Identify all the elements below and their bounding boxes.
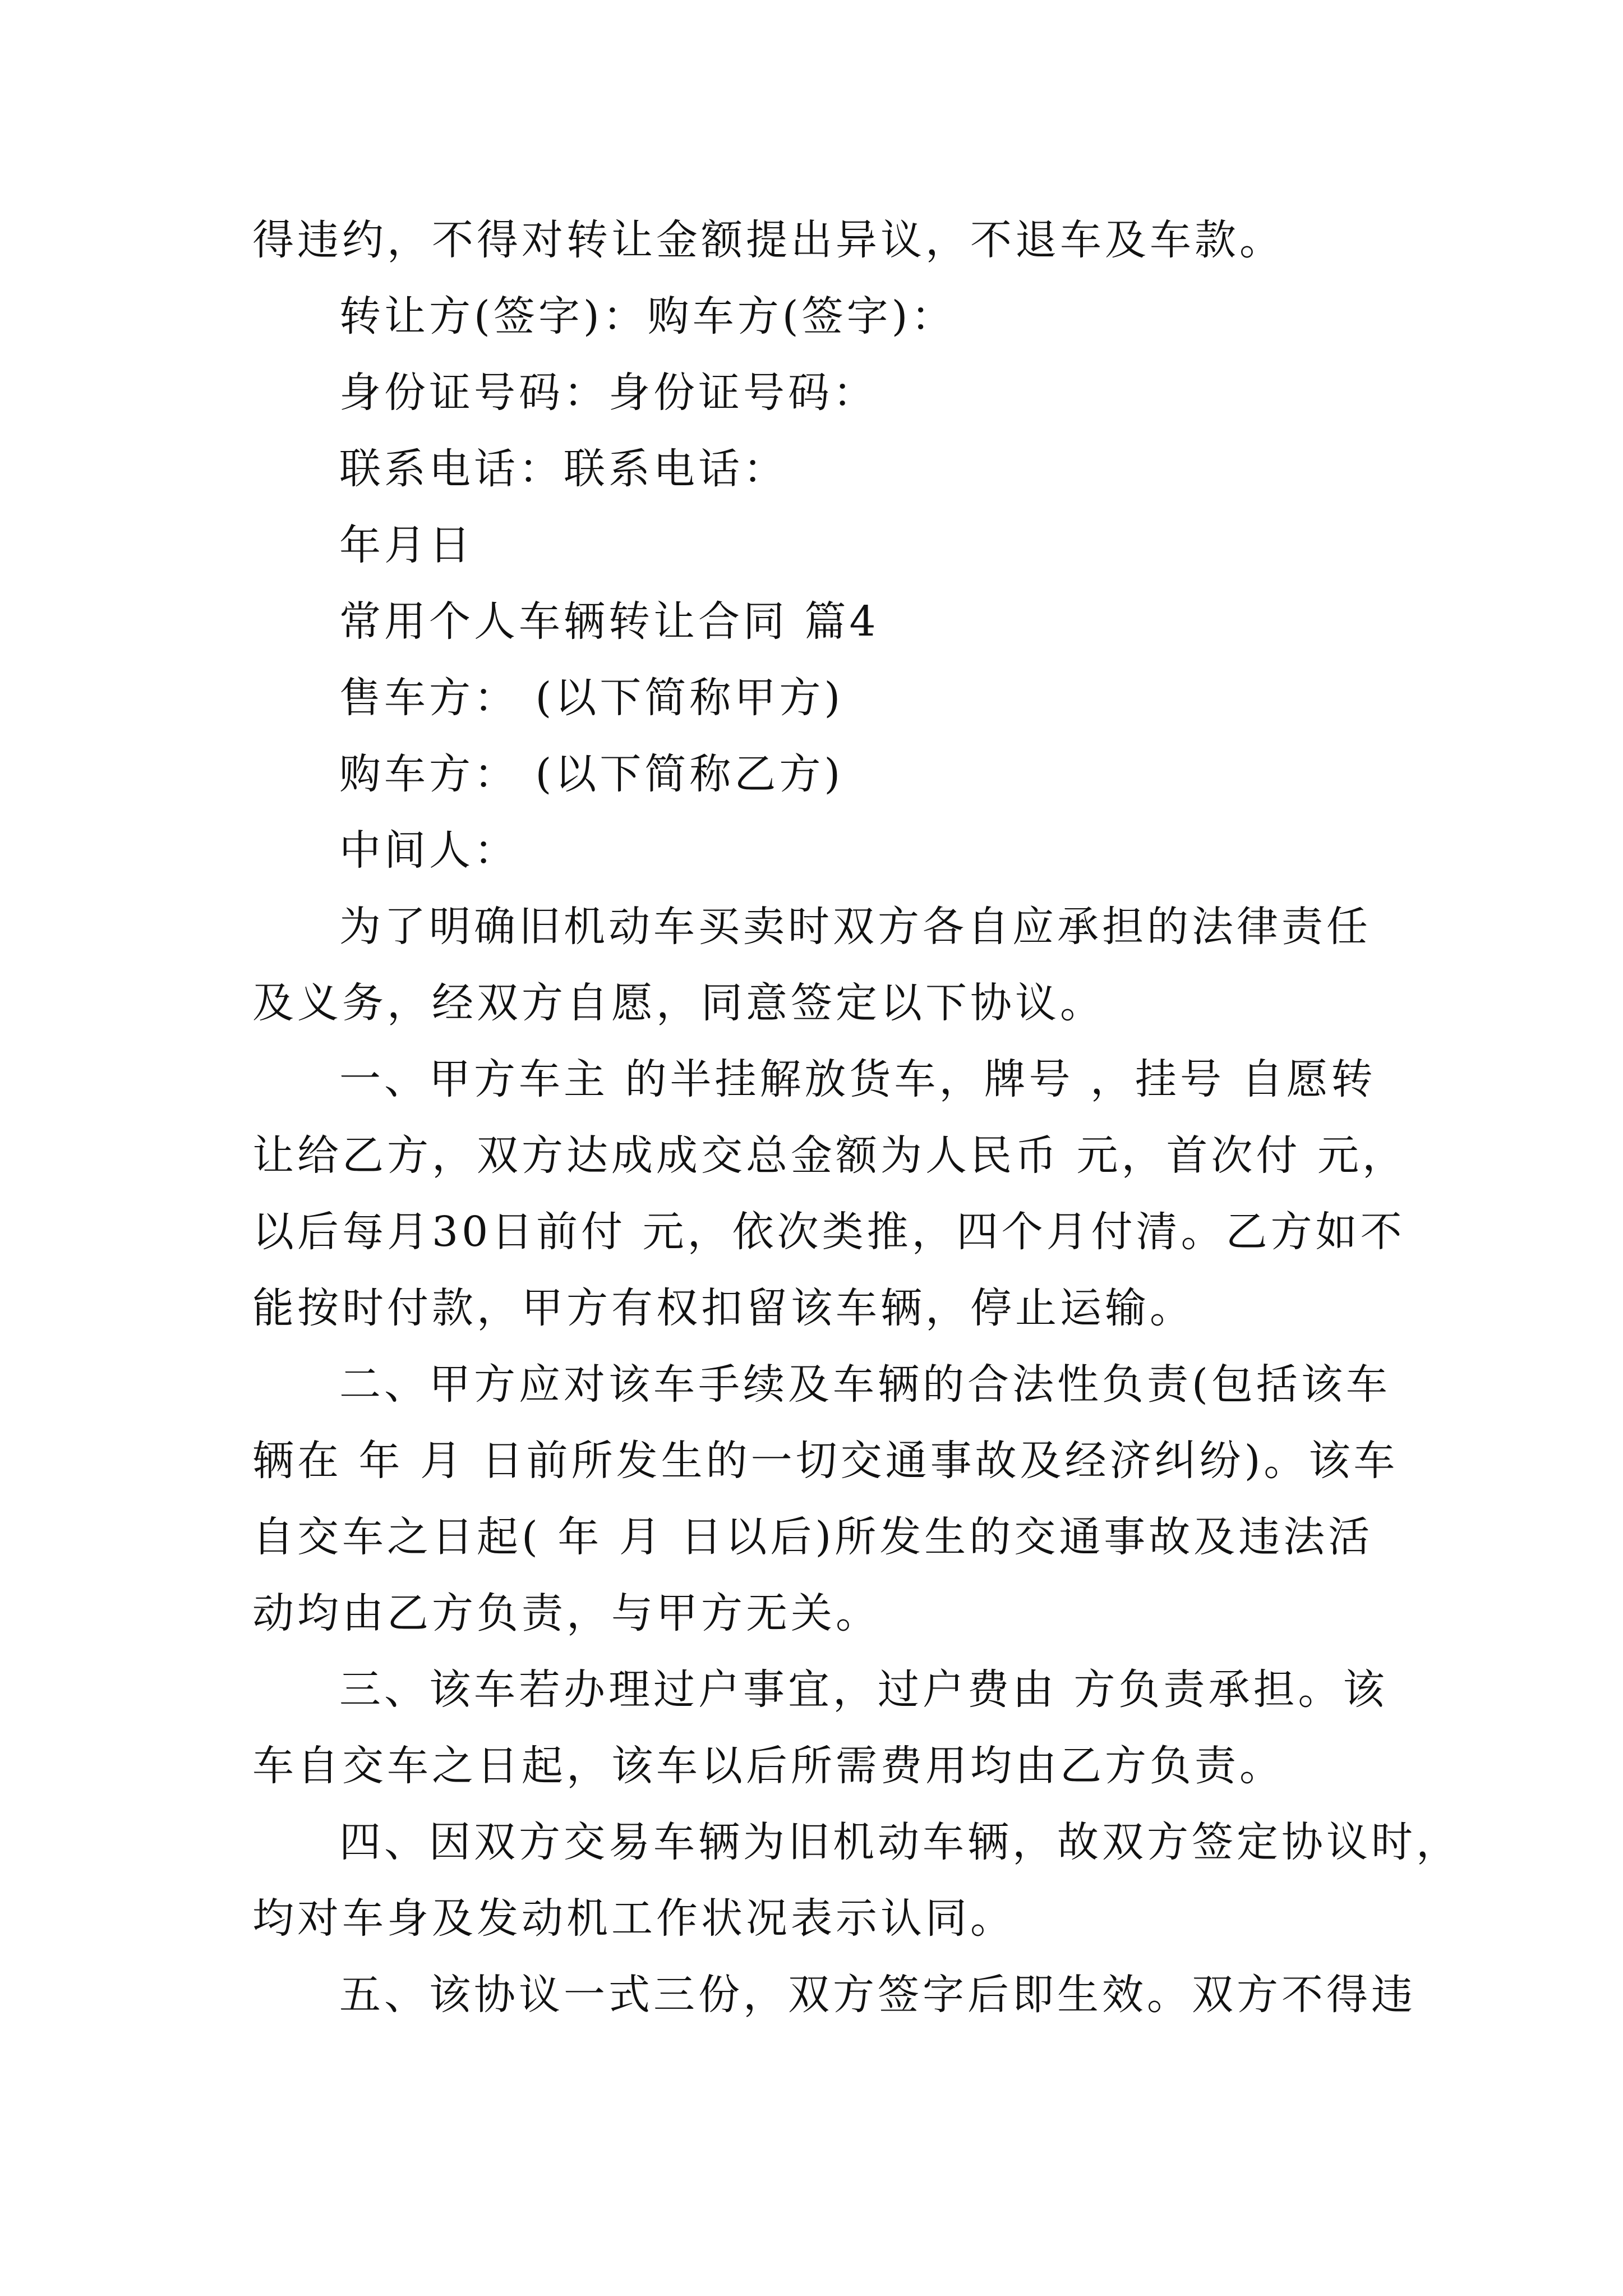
text-line: 售车方： (以下简称甲方) <box>339 674 844 722</box>
text-line: 三、该车若办理过户事宜，过户费由 方负责承担。该 <box>339 1665 1388 1714</box>
text-line: 车自交车之日起，该车以后所需费用均由乙方负责。 <box>252 1742 1284 1790</box>
section-heading: 常用个人车辆转让合同 篇4 <box>339 597 879 646</box>
text-line: 能按时付款，甲方有权扣留该车辆，停止运输。 <box>252 1284 1195 1332</box>
text-line: 自交车之日起( 年 月 日以后)所发生的交通事故及违法活 <box>252 1513 1373 1561</box>
text-line: 年月日 <box>339 521 474 569</box>
text-line: 得违约，不得对转让金额提出异议，不退车及车款。 <box>252 216 1284 264</box>
text-line: 四、因双方交易车辆为旧机动车辆，故双方签定协议时， <box>339 1818 1461 1866</box>
text-line: 购车方： (以下简称乙方) <box>339 750 844 798</box>
text-line: 动均由乙方负责，与甲方无关。 <box>252 1589 880 1637</box>
text-line: 身份证号码：身份证号码： <box>339 369 878 417</box>
text-line: 辆在 年 月 日前所发生的一切交通事故及经济纠纷)。该车 <box>252 1437 1399 1485</box>
text-line: 及义务，经双方自愿，同意签定以下协议。 <box>252 979 1105 1027</box>
text-line: 二、甲方应对该车手续及车辆的合法性负责(包括该车 <box>339 1360 1391 1409</box>
text-line: 为了明确旧机动车买卖时双方各自应承担的法律责任 <box>339 903 1371 951</box>
text-line: 联系电话：联系电话： <box>339 445 788 493</box>
text-line: 让给乙方，双方达成成交总金额为人民币 元，首次付 元， <box>252 1131 1408 1180</box>
text-line: 中间人： <box>339 826 519 875</box>
text-line: 转让方(签字)：购车方(签字)： <box>339 292 956 341</box>
text-line: 一、甲方车主 的半挂解放货车，牌号 ，挂号 自愿转 <box>339 1055 1376 1103</box>
text-line: 均对车身及发动机工作状况表示认同。 <box>252 1894 1015 1943</box>
document-body <box>252 202 1461 2033</box>
text-line: 五、该协议一式三份，双方签字后即生效。双方不得违 <box>339 1971 1416 2019</box>
text-line: 以后每月30日前付 元，依次类推，四个月付清。乙方如不 <box>252 1208 1405 1256</box>
